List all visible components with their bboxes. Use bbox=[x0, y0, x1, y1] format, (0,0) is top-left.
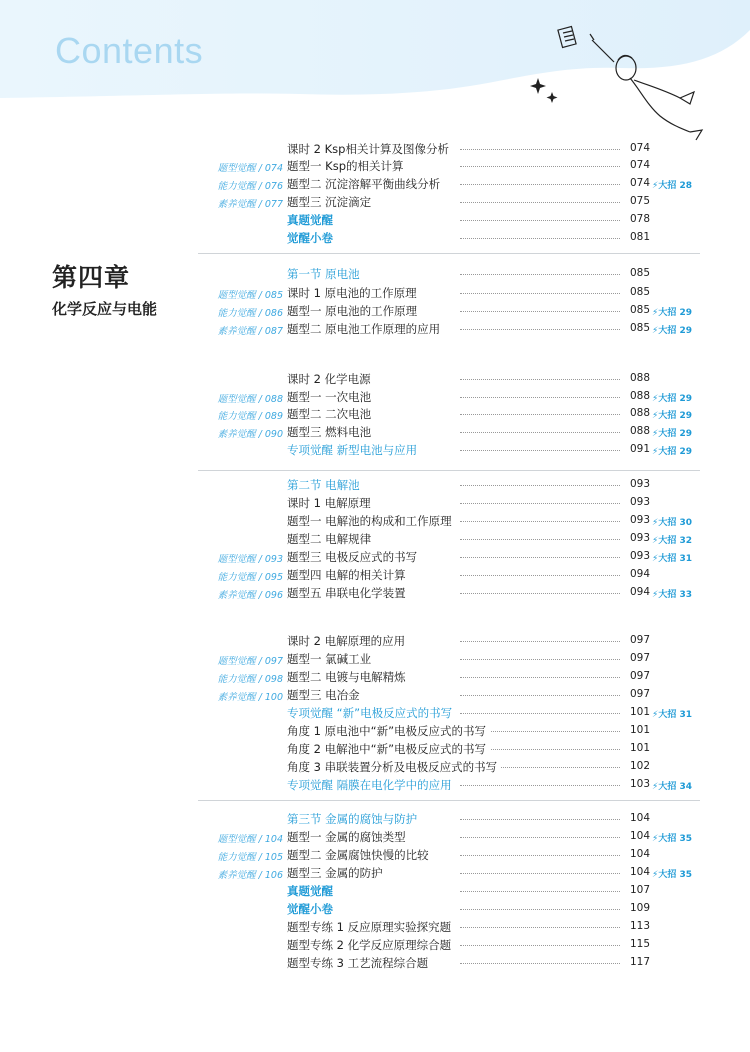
page-number: 102 bbox=[630, 760, 651, 772]
page-number: 093 bbox=[630, 478, 651, 490]
toc-entry[interactable] bbox=[0, 566, 750, 584]
page-number: 107 bbox=[630, 884, 651, 896]
page-number: 101 bbox=[630, 742, 651, 754]
entry-title: 题型三 电冶金 bbox=[287, 687, 364, 703]
tag-label: 能力觉醒 / 086 bbox=[217, 308, 283, 319]
page-number: 088 bbox=[630, 390, 651, 402]
tag-label: 题型觉醒 / 104 bbox=[217, 834, 283, 845]
dot-leader bbox=[460, 274, 620, 275]
dot-leader bbox=[460, 837, 620, 838]
dot-leader bbox=[460, 891, 620, 892]
page-number: 104 bbox=[630, 830, 651, 842]
toc-entry[interactable] bbox=[0, 900, 750, 918]
chapter-name: 化学反应与电能 bbox=[52, 300, 158, 318]
section-divider bbox=[198, 470, 700, 471]
toc-entry[interactable] bbox=[0, 284, 750, 302]
page-number: 104 bbox=[630, 812, 651, 824]
page-number: 093 bbox=[630, 550, 651, 562]
entry-title: 题型三 金属的防护 bbox=[287, 865, 387, 881]
page-number: 117 bbox=[630, 956, 651, 968]
page-number: 088 bbox=[630, 407, 651, 419]
entry-title: 专项觉醒 隔膜在电化学中的应用 bbox=[287, 777, 456, 793]
toc-entry[interactable] bbox=[0, 776, 750, 794]
toc-entry[interactable] bbox=[0, 846, 750, 864]
dot-leader bbox=[460, 397, 620, 398]
chapter-number: 第四章 bbox=[52, 263, 131, 292]
entry-title: 课时 1 电解原理 bbox=[287, 495, 375, 511]
toc-entry[interactable] bbox=[0, 686, 750, 704]
dot-leader bbox=[460, 432, 620, 433]
trick-reference: ⚡大招 33 bbox=[652, 590, 692, 600]
entry-title: 第三节 金属的腐蚀与防护 bbox=[287, 811, 421, 827]
tag-label: 素养觉醒 / 100 bbox=[217, 692, 283, 703]
page-number: 097 bbox=[630, 652, 651, 664]
dot-leader bbox=[460, 379, 620, 380]
trick-reference: ⚡大招 29 bbox=[652, 447, 692, 457]
dot-leader bbox=[460, 503, 620, 504]
section-divider bbox=[198, 253, 700, 254]
dot-leader bbox=[460, 641, 620, 642]
page-number: 074 bbox=[630, 177, 651, 189]
section-divider bbox=[198, 800, 700, 801]
entry-title: 觉醒小卷 bbox=[287, 901, 337, 917]
tag-label: 能力觉醒 / 098 bbox=[217, 674, 283, 685]
entry-title: 题型五 串联电化学装置 bbox=[287, 585, 410, 601]
dot-leader bbox=[460, 677, 620, 678]
tag-label: 能力觉醒 / 095 bbox=[217, 572, 283, 583]
entry-title: 题型二 电解规律 bbox=[287, 531, 375, 547]
toc-entry[interactable] bbox=[0, 229, 750, 247]
toc-entry[interactable] bbox=[0, 512, 750, 530]
toc-entry[interactable] bbox=[0, 918, 750, 936]
entry-title: 角度 2 电解池中“新”电极反应式的书写 bbox=[287, 741, 490, 757]
toc-entry[interactable] bbox=[0, 441, 750, 459]
toc-entry[interactable] bbox=[0, 494, 750, 512]
page-number: 103 bbox=[630, 778, 651, 790]
toc-entry[interactable] bbox=[0, 864, 750, 882]
entry-title: 课时 1 原电池的工作原理 bbox=[287, 285, 421, 301]
page-number: 101 bbox=[630, 706, 651, 718]
toc-entry[interactable] bbox=[0, 175, 750, 193]
page-number: 093 bbox=[630, 496, 651, 508]
trick-reference: ⚡大招 35 bbox=[652, 834, 692, 844]
page-number: 115 bbox=[630, 938, 651, 950]
entry-title: 题型一 电解池的构成和工作原理 bbox=[287, 513, 456, 529]
toc-entry[interactable] bbox=[0, 704, 750, 722]
entry-title: 题型一 Ksp的相关计算 bbox=[287, 158, 408, 174]
entry-title: 题型专练 2 化学反应原理综合题 bbox=[287, 937, 455, 953]
entry-title: 题型专练 3 工艺流程综合题 bbox=[287, 955, 432, 971]
entry-title: 题型二 原电池工作原理的应用 bbox=[287, 321, 444, 337]
toc-entry[interactable] bbox=[0, 320, 750, 338]
toc-entry[interactable] bbox=[0, 668, 750, 686]
trick-reference: ⚡大招 30 bbox=[652, 518, 692, 528]
dot-leader bbox=[460, 785, 620, 786]
dot-leader bbox=[460, 450, 620, 451]
page-number: 088 bbox=[630, 425, 651, 437]
page-number: 088 bbox=[630, 372, 651, 384]
page-number: 085 bbox=[630, 322, 651, 334]
trick-reference: ⚡大招 29 bbox=[652, 394, 692, 404]
trick-reference: ⚡大招 34 bbox=[652, 782, 692, 792]
page-number: 097 bbox=[630, 688, 651, 700]
toc-entry[interactable] bbox=[0, 265, 750, 283]
trick-reference: ⚡大招 35 bbox=[652, 870, 692, 880]
toc-entry[interactable] bbox=[0, 370, 750, 388]
entry-title: 真题觉醒 bbox=[287, 883, 337, 899]
page-number: 085 bbox=[630, 267, 651, 279]
toc-entry[interactable] bbox=[0, 740, 750, 758]
tag-label: 能力觉醒 / 089 bbox=[217, 411, 283, 422]
entry-title: 题型二 金属腐蚀快慢的比较 bbox=[287, 847, 433, 863]
page-number: 104 bbox=[630, 866, 651, 878]
tag-label: 素养觉醒 / 106 bbox=[217, 870, 283, 881]
page-number: 075 bbox=[630, 195, 651, 207]
entry-title: 题型二 电镀与电解精炼 bbox=[287, 669, 410, 685]
dot-leader bbox=[460, 593, 620, 594]
dot-leader bbox=[460, 659, 620, 660]
toc-entry[interactable] bbox=[0, 650, 750, 668]
entry-title: 题型四 电解的相关计算 bbox=[287, 567, 410, 583]
dot-leader bbox=[460, 521, 620, 522]
entry-title: 题型一 原电池的工作原理 bbox=[287, 303, 421, 319]
trick-reference: ⚡大招 29 bbox=[652, 308, 692, 318]
trick-reference: ⚡大招 29 bbox=[652, 411, 692, 421]
entry-title: 角度 1 原电池中“新”电极反应式的书写 bbox=[287, 723, 490, 739]
tag-label: 题型觉醒 / 085 bbox=[217, 290, 283, 301]
dot-leader bbox=[460, 414, 620, 415]
page-number: 074 bbox=[630, 159, 651, 171]
entry-title: 专项觉醒 新型电池与应用 bbox=[287, 442, 421, 458]
toc-entry[interactable] bbox=[0, 828, 750, 846]
entry-title: 题型专练 1 反应原理实验探究题 bbox=[287, 919, 455, 935]
entry-title: 课时 2 电解原理的应用 bbox=[287, 633, 409, 649]
page-number: 094 bbox=[630, 568, 651, 580]
dot-leader bbox=[460, 184, 620, 185]
toc-entry[interactable] bbox=[0, 140, 750, 158]
entry-title: 题型二 沉淀溶解平衡曲线分析 bbox=[287, 176, 444, 192]
toc-entry[interactable] bbox=[0, 157, 750, 175]
page-number: 104 bbox=[630, 848, 651, 860]
dot-leader bbox=[460, 202, 620, 203]
dot-leader bbox=[460, 238, 620, 239]
trick-reference: ⚡大招 29 bbox=[652, 429, 692, 439]
entry-title: 题型一 一次电池 bbox=[287, 389, 375, 405]
page-number: 093 bbox=[630, 514, 651, 526]
tag-label: 题型觉醒 / 088 bbox=[217, 394, 283, 405]
entry-title: 题型三 燃料电池 bbox=[287, 424, 375, 440]
toc-entry[interactable] bbox=[0, 758, 750, 776]
tag-label: 能力觉醒 / 076 bbox=[217, 181, 283, 192]
trick-reference: ⚡大招 32 bbox=[652, 536, 692, 546]
toc-entry[interactable] bbox=[0, 882, 750, 900]
toc-entry[interactable] bbox=[0, 632, 750, 650]
entry-title: 第二节 电解池 bbox=[287, 477, 364, 493]
page-number: 113 bbox=[630, 920, 651, 932]
dot-leader bbox=[460, 293, 620, 294]
dot-leader bbox=[460, 945, 620, 946]
page-number: 074 bbox=[630, 142, 651, 154]
dot-leader bbox=[460, 539, 620, 540]
page-number: 078 bbox=[630, 213, 651, 225]
toc-entry[interactable] bbox=[0, 954, 750, 972]
page-number: 101 bbox=[630, 724, 651, 736]
page-title: Contents bbox=[55, 30, 204, 71]
tag-label: 能力觉醒 / 105 bbox=[217, 852, 283, 863]
tag-label: 素养觉醒 / 077 bbox=[217, 199, 283, 210]
toc-entry[interactable] bbox=[0, 530, 750, 548]
page-number: 081 bbox=[630, 231, 651, 243]
toc-entry[interactable] bbox=[0, 388, 750, 406]
page-number: 094 bbox=[630, 586, 651, 598]
dot-leader bbox=[460, 220, 620, 221]
toc-entry[interactable] bbox=[0, 211, 750, 229]
entry-title: 题型三 沉淀滴定 bbox=[287, 194, 375, 210]
toc-entry[interactable] bbox=[0, 722, 750, 740]
entry-title: 题型二 二次电池 bbox=[287, 406, 375, 422]
tag-label: 题型觉醒 / 093 bbox=[217, 554, 283, 565]
toc-entry[interactable] bbox=[0, 405, 750, 423]
toc-entry[interactable] bbox=[0, 584, 750, 602]
page-number: 109 bbox=[630, 902, 651, 914]
toc-entry[interactable] bbox=[0, 476, 750, 494]
dot-leader bbox=[460, 873, 620, 874]
page-number: 091 bbox=[630, 443, 651, 455]
page-number: 097 bbox=[630, 634, 651, 646]
entry-title: 第一节 原电池 bbox=[287, 266, 364, 282]
tag-label: 素养觉醒 / 090 bbox=[217, 429, 283, 440]
dot-leader bbox=[460, 311, 620, 312]
tag-label: 题型觉醒 / 097 bbox=[217, 656, 283, 667]
entry-title: 题型一 金属的腐蚀类型 bbox=[287, 829, 410, 845]
page-number: 085 bbox=[630, 304, 651, 316]
toc-entry[interactable] bbox=[0, 810, 750, 828]
trick-reference: ⚡大招 31 bbox=[652, 554, 692, 564]
entry-title: 真题觉醒 bbox=[287, 212, 337, 228]
dot-leader bbox=[460, 909, 620, 910]
dot-leader bbox=[460, 927, 620, 928]
dot-leader bbox=[460, 557, 620, 558]
dot-leader bbox=[460, 819, 620, 820]
dot-leader bbox=[460, 329, 620, 330]
dot-leader bbox=[460, 695, 620, 696]
toc-entry[interactable] bbox=[0, 193, 750, 211]
page-number: 097 bbox=[630, 670, 651, 682]
toc-entry[interactable] bbox=[0, 302, 750, 320]
tag-label: 素养觉醒 / 096 bbox=[217, 590, 283, 601]
entry-title: 题型三 电极反应式的书写 bbox=[287, 549, 421, 565]
tag-label: 素养觉醒 / 087 bbox=[217, 326, 283, 337]
entry-title: 角度 3 串联装置分析及电极反应式的书写 bbox=[287, 759, 501, 775]
toc-entry[interactable] bbox=[0, 423, 750, 441]
toc-entry[interactable] bbox=[0, 548, 750, 566]
entry-title: 题型一 氯碱工业 bbox=[287, 651, 375, 667]
entry-title: 专项觉醒 “新”电极反应式的书写 bbox=[287, 705, 456, 721]
entry-title: 课时 2 化学电源 bbox=[287, 371, 375, 387]
dot-leader bbox=[460, 575, 620, 576]
trick-reference: ⚡大招 31 bbox=[652, 710, 692, 720]
floating-person-illustration bbox=[530, 20, 730, 150]
dot-leader bbox=[460, 166, 620, 167]
page-number: 093 bbox=[630, 532, 651, 544]
dot-leader bbox=[460, 713, 620, 714]
trick-reference: ⚡大招 29 bbox=[652, 326, 692, 336]
tag-label: 题型觉醒 / 074 bbox=[217, 163, 283, 174]
trick-reference: ⚡大招 28 bbox=[652, 181, 692, 191]
page-number: 085 bbox=[630, 286, 651, 298]
entry-title: 觉醒小卷 bbox=[287, 230, 337, 246]
dot-leader bbox=[460, 485, 620, 486]
toc-entry[interactable] bbox=[0, 936, 750, 954]
dot-leader bbox=[460, 963, 620, 964]
dot-leader bbox=[460, 855, 620, 856]
entry-title: 课时 2 Ksp相关计算及图像分析 bbox=[287, 141, 453, 157]
dot-leader bbox=[460, 149, 620, 150]
